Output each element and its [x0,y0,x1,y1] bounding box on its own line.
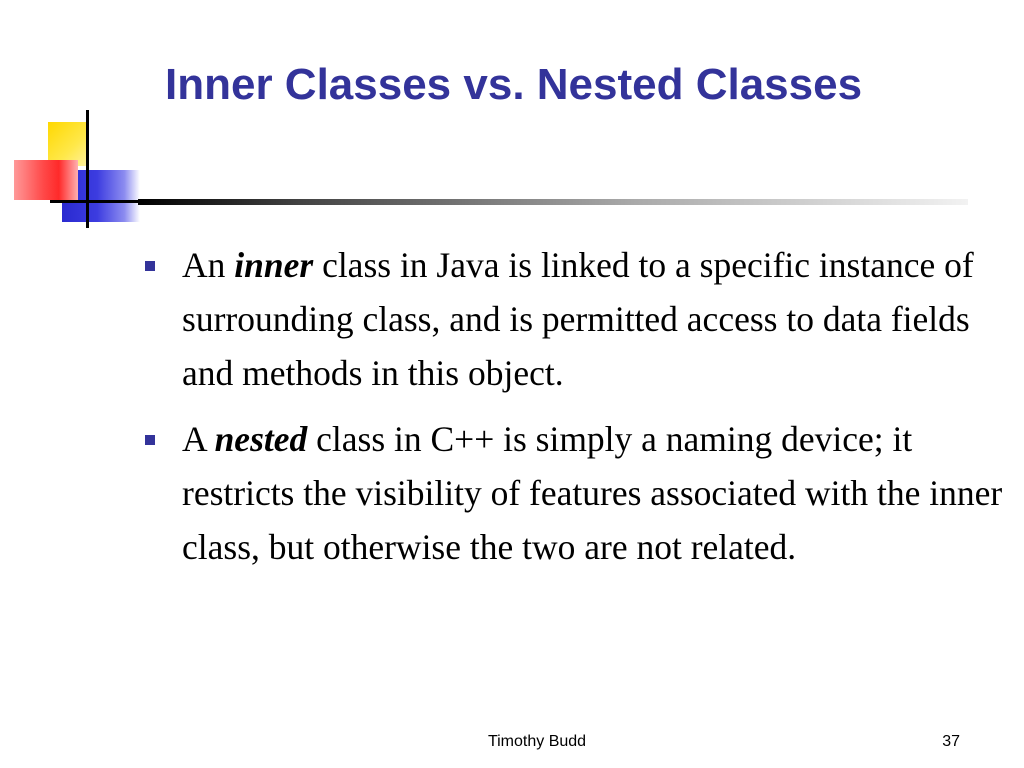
bullet-emphasis: inner [234,245,314,285]
footer-author: Timothy Budd [487,733,587,750]
bullet-text-after: class in Java is linked to a specific instance of surrounding class, and is permitted access to data fields and methods in this object. [182,245,974,393]
title-divider [138,199,968,205]
bullet-text-before: A [182,419,215,459]
bullet-text-before: An [182,245,235,285]
bullet-item [145,238,1005,400]
decorative-logo [0,100,150,230]
bullet-emphasis: nested [214,419,308,459]
square-bullet-icon [145,261,155,271]
square-bullet-icon [145,435,155,445]
slide-title: Inner Classes vs. Nested Classes [165,60,863,109]
bullet-item [145,412,1005,574]
bullet-list [145,238,1005,586]
red-bar-shape [14,160,78,200]
bullet-text-after: class in C++ is simply a naming device; it restricts the visibility of features associated with the inner class, but otherwise the two are not related. [182,419,1003,567]
page-number: 37 [942,733,960,750]
horizontal-line-shape [50,200,140,203]
vertical-line-shape [86,110,89,228]
